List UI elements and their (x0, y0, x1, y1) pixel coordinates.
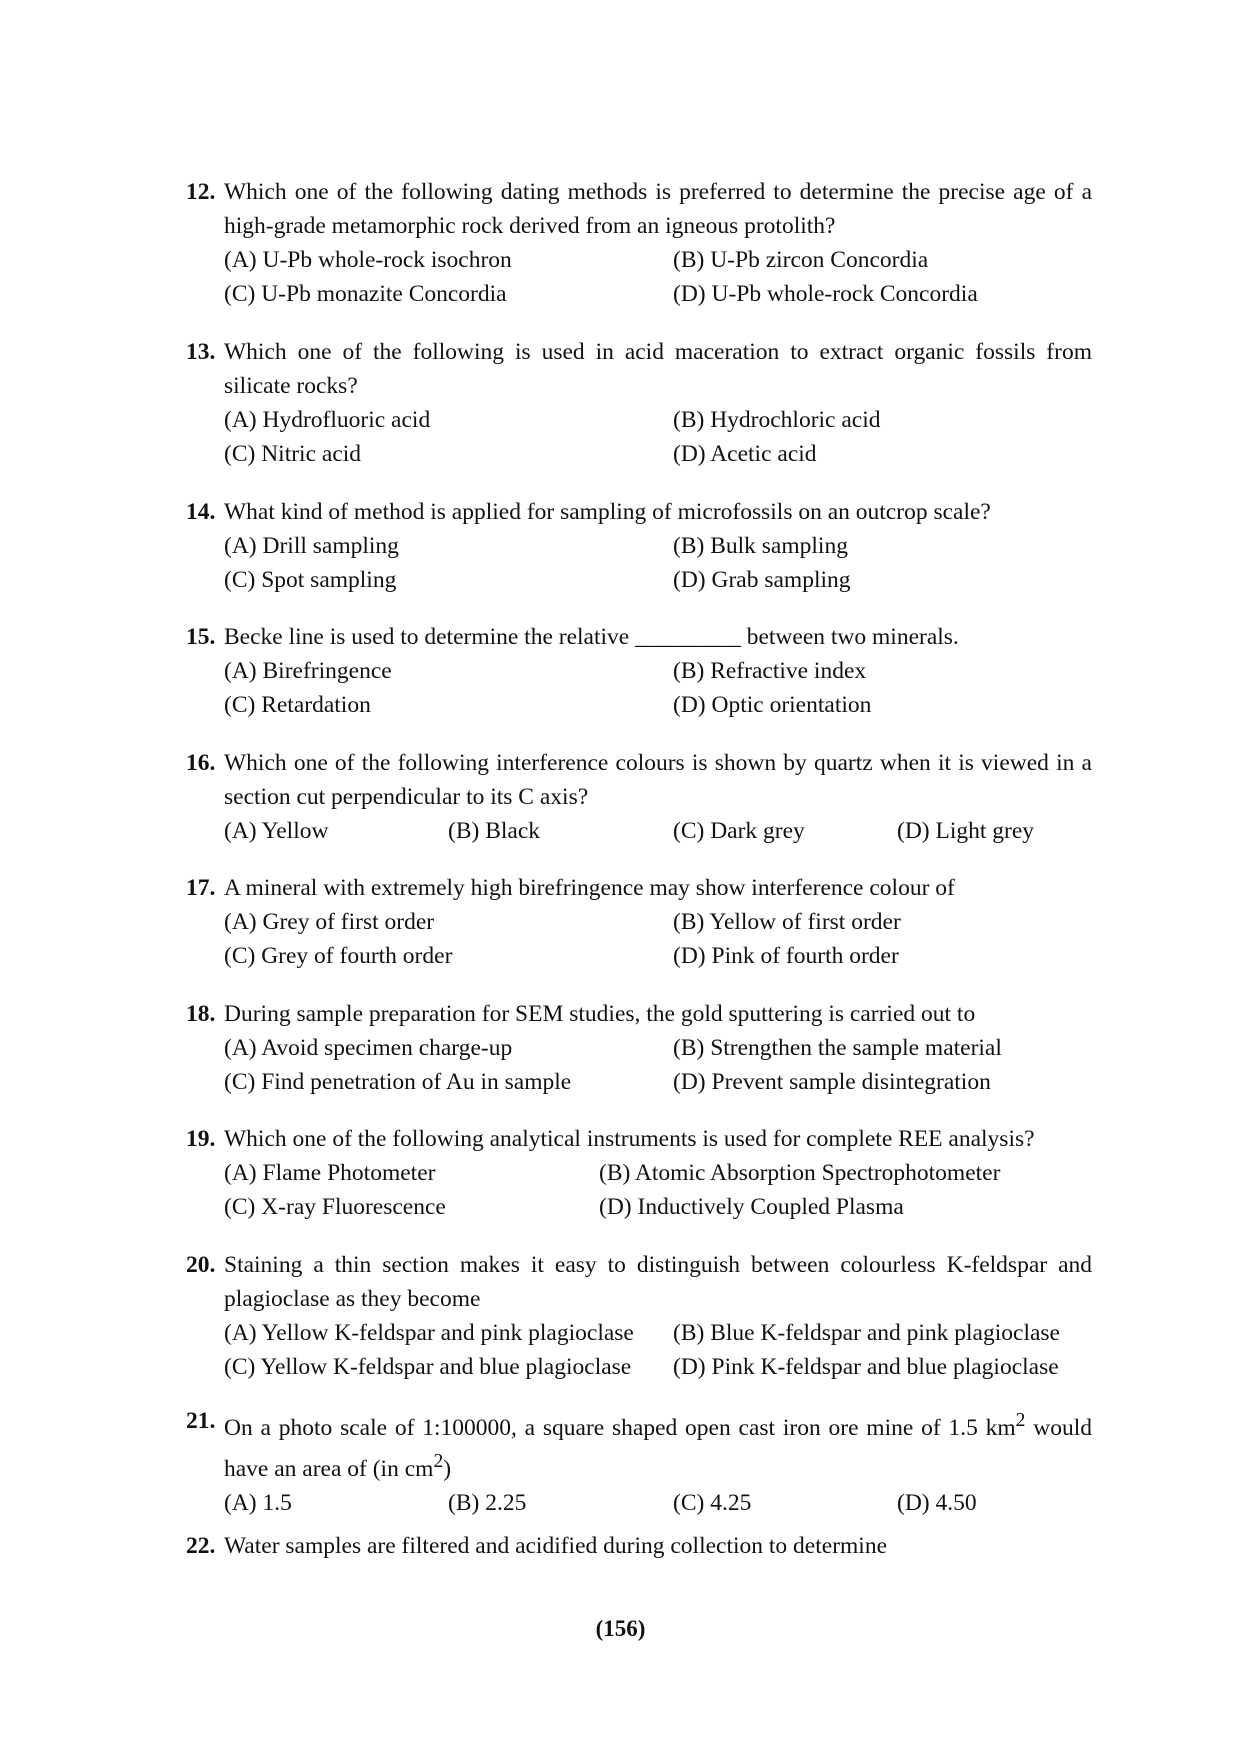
page-number: (156) (595, 1616, 646, 1641)
option-a: (A) U-Pb whole-rock isochron (224, 247, 512, 273)
option-a: (A) Grey of first order (224, 909, 435, 935)
question-number: 21. (186, 1408, 216, 1434)
option-b: (B) Hydrochloric acid (673, 407, 881, 433)
question-19 (186, 1122, 1092, 1224)
option-a: (A) Hydrofluoric acid (224, 407, 431, 433)
option-b: (B) Strengthen the sample material (673, 1035, 1002, 1061)
options-row (186, 529, 1092, 563)
option-c: (C) X-ray Fluorescence (224, 1194, 446, 1220)
question-text: During sample preparation for SEM studies, the gold sputtering is carried out to (224, 1001, 976, 1027)
question-text: Becke line is used to determine the relative _________ between two minerals. (224, 624, 959, 650)
question-text: On a photo scale of 1:100000, a square shaped open cast iron ore mine of 1.5 $km^2$ would have an area of (in $cm^2$) (224, 1410, 1092, 1482)
options-row (186, 563, 1092, 597)
options-row (186, 688, 1092, 722)
question-15 (186, 620, 1092, 722)
question-number: 16. (186, 750, 216, 776)
question-18 (186, 997, 1092, 1099)
option-b: (B) Yellow of first order (673, 909, 901, 935)
question-number: 13. (186, 339, 216, 365)
option-b: (B) Bulk sampling (673, 533, 848, 559)
option-b: (B) Atomic Absorption Spectrophotometer (599, 1160, 1001, 1186)
question-number: 14. (186, 499, 216, 525)
option-c: (C) Dark grey (673, 818, 805, 844)
options-row (186, 1486, 1092, 1520)
question-text: Staining a thin section makes it easy to distinguish between colourless K-feldspar and plagioclase as they become (224, 1252, 1092, 1312)
option-b: (B) Refractive index (673, 658, 867, 684)
option-a: (A) Yellow K-feldspar and pink plagioclase (224, 1320, 634, 1346)
option-c: (C) Find penetration of Au in sample (224, 1069, 572, 1095)
options-row (186, 1031, 1092, 1065)
option-b: (B) Black (448, 818, 541, 844)
option-c: (C) Retardation (224, 692, 371, 718)
question-number: 22. (186, 1533, 216, 1559)
option-d: (D) Pink K-feldspar and blue plagioclase (673, 1354, 1059, 1380)
question-number: 17. (186, 875, 216, 901)
option-a: (A) Flame Photometer (224, 1160, 436, 1186)
option-b: (B) Blue K-feldspar and pink plagioclase (673, 1320, 1060, 1346)
option-d: (D) Pink of fourth order (673, 943, 899, 969)
option-a: (A) Birefringence (224, 658, 392, 684)
option-d: (D) Prevent sample disintegration (673, 1069, 991, 1095)
options-row (186, 403, 1092, 437)
question-text: Which one of the following analytical instruments is used for complete REE analysis? (224, 1126, 1035, 1152)
options-row (186, 277, 1092, 311)
option-d: (D) Grab sampling (673, 567, 851, 593)
options-row (186, 1065, 1092, 1099)
options-row (186, 1316, 1092, 1350)
option-c: (C) Grey of fourth order (224, 943, 453, 969)
option-d: (D) Acetic acid (673, 441, 817, 467)
options-row (186, 1350, 1092, 1384)
option-b: (B) U-Pb zircon Concordia (673, 247, 929, 273)
options-row (186, 1156, 1092, 1190)
question-17 (186, 871, 1092, 973)
question-number: 18. (186, 1001, 216, 1027)
option-a: (A) Drill sampling (224, 533, 399, 559)
option-d: (D) Light grey (897, 818, 1035, 844)
option-d: (D) 4.50 (897, 1489, 977, 1516)
options-row (186, 437, 1092, 471)
question-16 (186, 746, 1092, 848)
question-text: A mineral with extremely high birefringence may show interference colour of (224, 875, 955, 901)
question-text: Which one of the following is used in acid maceration to extract organic fossils from silicate rocks? (224, 339, 1092, 399)
option-d: (D) Inductively Coupled Plasma (599, 1194, 904, 1220)
options-row (186, 905, 1092, 939)
question-13 (186, 335, 1092, 471)
question-text: Water samples are filtered and acidified during collection to determine (224, 1533, 888, 1559)
question-text: What kind of method is applied for sampling of microfossils on an outcrop scale? (224, 499, 991, 525)
option-c: (C) Nitric acid (224, 441, 362, 467)
superscript: 2 (433, 1450, 444, 1472)
option-c: (C) 4.25 (673, 1489, 752, 1516)
question-22 (186, 1529, 1092, 1563)
question-14 (186, 495, 1092, 597)
option-b: (B) 2.25 (448, 1489, 527, 1516)
options-row (186, 654, 1092, 688)
question-text: Which one of the following interference colours is shown by quartz when it is viewed in a section cut perpendicular to its C axis? (224, 750, 1092, 810)
option-a: (A) Yellow (224, 818, 329, 844)
question-20 (186, 1248, 1092, 1384)
option-c: (C) Spot sampling (224, 567, 397, 593)
question-number: 20. (186, 1252, 216, 1278)
question-number: 12. (186, 179, 216, 205)
option-d: (D) Optic orientation (673, 692, 872, 718)
options-row (186, 814, 1092, 848)
options-row (186, 243, 1092, 277)
options-row (186, 939, 1092, 973)
question-21 (186, 1404, 1092, 1520)
option-c: (C) U-Pb monazite Concordia (224, 281, 507, 307)
options-row (186, 1190, 1092, 1224)
option-c: (C) Yellow K-feldspar and blue plagioclase (224, 1354, 632, 1380)
option-a: (A) Avoid specimen charge-up (224, 1035, 513, 1061)
question-number: 19. (186, 1126, 216, 1152)
option-a: (A) 1.5 (224, 1489, 292, 1516)
option-d: (D) U-Pb whole-rock Concordia (673, 281, 978, 307)
question-number: 15. (186, 624, 216, 650)
question-12 (186, 175, 1092, 311)
question-text: Which one of the following dating methods is preferred to determine the precise age of a high-grade metamorphic rock derived from an igneous protolith? (224, 179, 1092, 239)
superscript: 2 (1015, 1410, 1026, 1431)
